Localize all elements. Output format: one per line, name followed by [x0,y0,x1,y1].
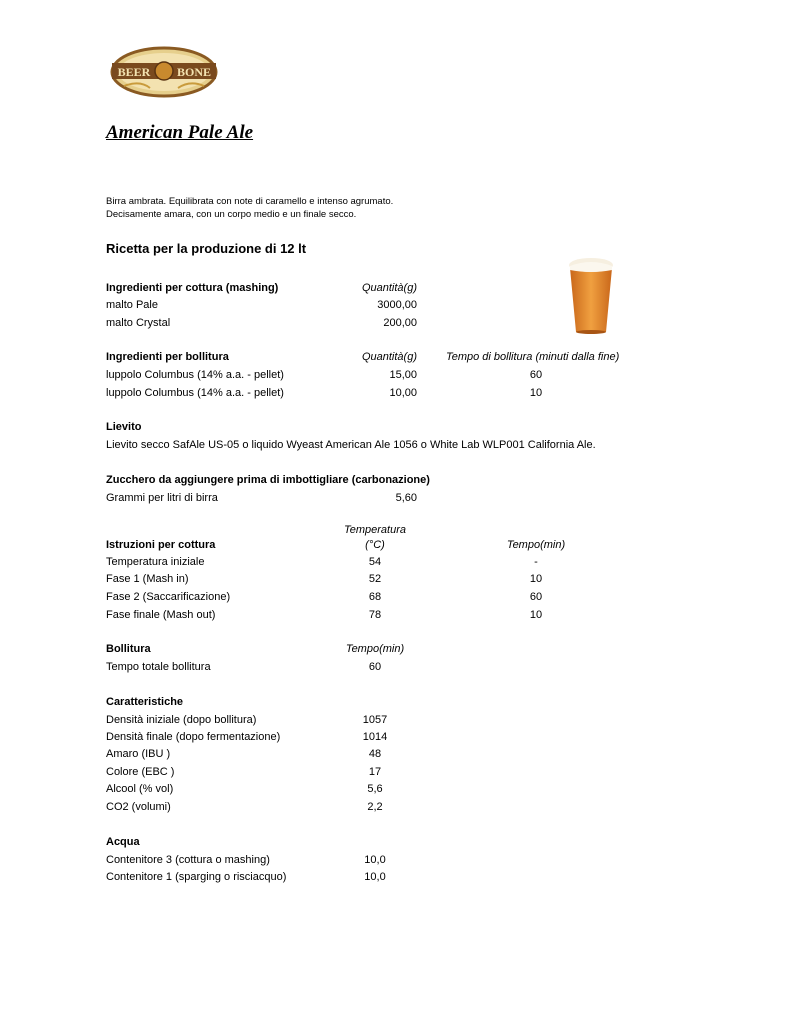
mashing-item-1: malto Pale [106,299,158,311]
beer-bone-logo [110,46,218,98]
yeast-text: Lievito secco SafAle US-05 o liquido Wyeast American Ale 1056 o White Lab WLP001 California Ale. [106,439,596,451]
instruction-row-2-temp: 52 [368,573,382,585]
yeast-header: Lievito [106,421,142,433]
characteristic-3-value: 48 [368,748,382,760]
instruction-row-3-time: 60 [529,591,543,603]
characteristic-2-name: Densità finale (dopo fermentazione) [106,731,281,743]
boiling-time-header: Tempo di bollitura (minuti dalla fine) [446,351,620,363]
sugar-header: Zucchero da aggiungere prima di imbottigliare (carbonazione) [106,474,430,486]
recipe-heading: Ricetta per la produzione di 12 lt [106,241,307,256]
water-header: Acqua [106,836,140,848]
description-line-2: Decisamente amara, con un corpo medio e un finale secco. [106,209,357,220]
logo-text-left: BEER [117,65,151,79]
mashing-header: Ingredienti per cottura (mashing) [106,282,279,294]
characteristics-header: Caratteristiche [106,696,184,708]
boiling-qty-1: 15,00 [389,369,417,381]
mashing-qty-header: Quantità(g) [361,282,417,294]
instruction-row-3-temp: 68 [368,591,382,603]
instruction-row-1-temp: 54 [368,556,382,568]
boiling-item-2: luppolo Columbus (14% a.a. - pellet) [106,387,284,399]
mashing-item-2: malto Crystal [106,317,171,329]
boiling-ingredients-header: Ingredienti per bollitura [106,351,229,363]
boiling-qty-2: 10,00 [389,387,417,399]
water-row-2-name: Contenitore 1 (sparging o risciacquo) [106,871,287,883]
characteristic-1-value: 1057 [362,714,388,726]
instructions-time-header: Tempo(min) [506,539,566,551]
boiling-time-1: 60 [529,369,543,381]
characteristic-4-name: Colore (EBC ) [106,766,175,778]
water-row-2-value: 10,0 [364,871,386,883]
boiling-qty-header: Quantità(g) [361,351,417,363]
characteristic-5-name: Alcool (% vol) [106,783,174,795]
mashing-qty-2: 200,00 [383,317,417,329]
water-row-1-value: 10,0 [364,854,386,866]
beer-glass-image [566,256,616,334]
characteristic-6-value: 2,2 [367,801,383,813]
characteristic-1-name: Densità iniziale (dopo bollitura) [106,714,257,726]
sugar-value: 5,60 [395,492,417,504]
instruction-row-4-temp: 78 [368,609,382,621]
water-row-1-name: Contenitore 3 (cottura o mashing) [106,854,270,866]
characteristic-5-value: 5,6 [367,783,383,795]
instruction-row-2-time: 10 [529,573,543,585]
characteristic-2-value: 1014 [362,731,388,743]
logo-text-right: BONE [176,65,212,79]
instruction-row-1-time: - [534,556,538,568]
instruction-row-1-name: Temperatura iniziale [106,556,205,568]
characteristic-4-value: 17 [368,766,382,778]
description-line-1: Birra ambrata. Equilibrata con note di caramello e intenso agrumato. [106,196,394,207]
characteristic-3-name: Amaro (IBU ) [106,748,171,760]
boiling-item-1: luppolo Columbus (14% a.a. - pellet) [106,369,284,381]
boil-header: Bollitura [106,643,151,655]
boil-label: Tempo totale bollitura [106,661,211,673]
boiling-time-2: 10 [529,387,543,399]
characteristic-6-name: CO2 (volumi) [106,801,171,813]
instructions-temp-header-2: (°C) [365,539,385,551]
page-title: American Pale Ale [106,122,254,143]
instruction-row-3-name: Fase 2 (Saccarificazione) [106,591,231,603]
sugar-label: Grammi per litri di birra [106,492,218,504]
instruction-row-4-name: Fase finale (Mash out) [106,609,216,621]
boil-time-header: Tempo(min) [345,643,405,655]
boil-value: 60 [368,661,382,673]
instructions-temp-header-1: Temperatura [344,524,406,536]
instruction-row-4-time: 10 [529,609,543,621]
instructions-header: Istruzioni per cottura [106,539,216,551]
instruction-row-2-name: Fase 1 (Mash in) [106,573,189,585]
mashing-qty-1: 3000,00 [377,299,417,311]
